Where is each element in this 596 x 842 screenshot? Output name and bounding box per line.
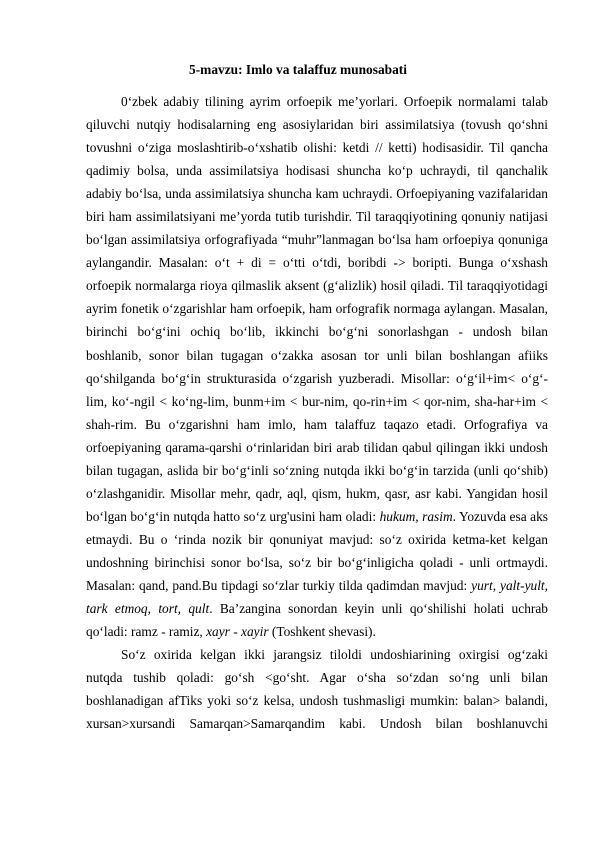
- paragraph-1-italic-a: hukum, rasim: [379, 508, 453, 524]
- page-title: 5-mavzu: Imlo va talaffuz munosabati: [189, 62, 407, 77]
- paragraph-1-italic-c: xayr - xayir: [206, 624, 269, 640]
- paragraph-1: [86, 90, 548, 643]
- paragraph-1-text-d: (Toshkent shevasi).: [268, 624, 376, 640]
- paragraph-2: So‘z oxirida kelgan ikki jarangsiz tiloldi undoshiarining oxirgisi og‘zaki nutqda tushib qoladi: go‘sh <go‘sht. Agar o‘sha so‘zdan so‘ng unli bilan boshlanadigan afTiks yoki so‘z kelsa, undosh tushmasligi mumkin: balan> balandi, xursan>xursandi Samarqan>Samarqandim kabi. Undosh bilan boshlanuvchi: [86, 647, 548, 732]
- paragraph-1-text-b: . Yozuvda esa aks etmaydi. Bu o ‘rinda nozik bir qonuniyat mavjud: so‘z oxirida ketma-ket kelgan undoshning birinchisi sonor bo‘lsa, so‘z bir bo‘g‘inligicha qoladi - unli ortmaydi. Masalan: qand, pand.Bu tipdagi so‘zlar turkiy tilda qadimdan mavjud:: [86, 508, 549, 593]
- paragraph-1-italic-b: yurt, yalt-yult, tark etmoq, tort, qult: [86, 577, 548, 617]
- document-body: [86, 90, 548, 735]
- paragraph-1-text-a: 0‘zbek adabiy tilining ayrim orfoepik me’yorlari. Orfoepik normalami talab qiluvchi nutqiy hodisalarning eng asosiylaridan biri assimilatsiya (tovush qo‘shni tovushni o‘ziga moslashtirib-o‘xshatib olishi: ketdi // ketti) hodisasidir. Til qancha qadimiy bolsa, unda assimilatsiya hodisasi shuncha ko‘p uchraydi, til qanchalik adabiy bo‘lsa, unda assimilatsiya shuncha kam uchraydi. Orfoepiyaning vazifalaridan biri ham assimilatsiyani me’yorda tutib turishdir. Til taraqqiyotining qonuniy natijasi bo‘lgan assimilatsiya orfografiyada “muhr”lanmagan bo‘lsa ham orfoepiya qonuniga aylangandir. Masalan: o‘t + di = o‘tti o‘tdi, boribdi -> boripti. Bunga o‘xshash orfoepik normalarga rioya qilmaslik aksent (g‘alizlik) hosil qiladi. Til taraqqiyotidagi ayrim fonetik o‘zgarishlar ham orfoepik, ham orfografik normaga aylangan. Masalan, birinchi bo‘g‘ini ochiq bo‘lib, ikkinchi bo‘g‘ni sonorlashgan - undosh bilan boshlanib, sonor bilan tugagan o‘zakka asosan tor unli bilan boshlangan afiiks qo‘shilganda bo‘g‘in strukturasida o‘zgarish yuzberadi. Misollar: o‘g‘il+im< o‘g‘-lim, ko‘-ngil < ko‘ng-lim, bunm+im < bur-nim, qo-rin+im < qor-nim, sha-har+im < shah-rim. Bu o‘zgarishni ham imlo, ham talaffuz taqazo etadi. Orfografiya va orfoepiyaning qarama-qarshi o‘rinlaridan biri arab tilidan qabul qilingan ikki undosh bilan tugagan, aslida bir bo‘g‘inli so‘zning nutqda ikki bo‘g‘in tarzida (unli qo‘shib) o‘zlashganidir. Misollar mehr, qadr, aql, qism, hukm, qasr, asr kabi. Yangidan hosil bo‘lgan bo‘g‘in nutqda hatto so‘z urg'usini ham oladi:: [86, 94, 548, 524]
- paragraph-1-text-c: . Ba’zangina sonordan keyin unli qo‘shilishi holati uchrab qo‘ladi: ramz - ramiz,: [86, 601, 548, 640]
